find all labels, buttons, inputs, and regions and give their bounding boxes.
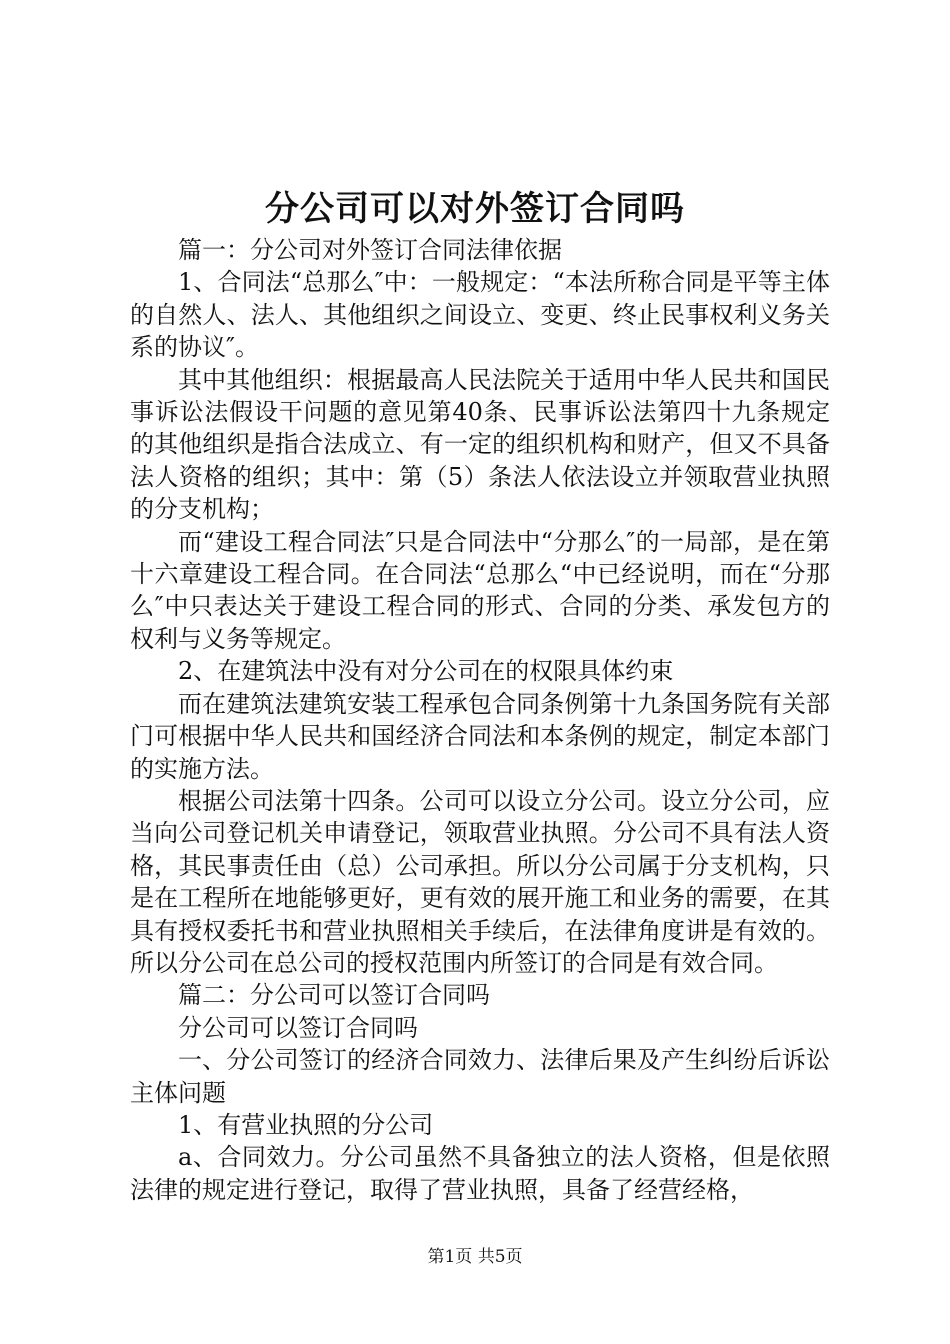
paragraph: 根据公司法第十四条。公司可以设立分公司。设立分公司，应当向公司登记机关申请登记，领取营业执照。分公司不具有法人资格，其民事责任由（总）公司承担。所以分公司属于分支机构，只是在工程所在地能够更好，更有效的展开施工和业务的需要，在其具有授权委托书和营业执照相关手续后，在法律角度讲是有效的。所以分公司在总公司的授权范围内所签订的合同是有效合同。 <box>130 786 830 977</box>
paragraph: 一、分公司签订的经济合同效力、法律后果及产生纠纷后诉讼主体问题 <box>130 1046 830 1107</box>
paragraph: 1、有营业执照的分公司 <box>178 1110 434 1139</box>
paragraph: 1、合同法“总那么″中：一般规定：“本法所称合同是平等主体的自然人、法人、其他组织之间设立、变更、终止民事权利义务关系的协议″。 <box>130 268 830 362</box>
paragraph: 篇二：分公司可以签订合同吗 <box>178 981 490 1010</box>
paragraph: a、合同效力。分公司虽然不具备独立的法人资格，但是依照法律的规定进行登记，取得了营业执照，具备了经营经格， <box>130 1143 830 1204</box>
document-body <box>130 234 830 1206</box>
page-footer <box>0 1246 950 1268</box>
page-number: 第1页 共5页 <box>427 1247 523 1267</box>
paragraph: 分公司可以签订合同吗 <box>178 1013 418 1042</box>
paragraph: 2、在建筑法中没有对分公司在的权限具体约束 <box>178 657 674 686</box>
paragraph: 其中其他组织：根据最高人民法院关于适用中华人民共和国民事诉讼法假设干问题的意见第40条、民事诉讼法第四十九条规定的其他组织是指合法成立、有一定的组织机构和财产，但又不具备法人资格的组织；其中：第（5）条法人依法设立并领取营业执照的分支机构； <box>130 365 830 524</box>
paragraph: 篇一：分公司对外签订合同法律依据 <box>178 236 562 264</box>
document-title: 分公司可以对外签订合同吗 <box>265 189 685 229</box>
paragraph: 而在建筑法建筑安装工程承包合同条例第十九条国务院有关部门可根据中华人民共和国经济合同法和本条例的规定，制定本部门的实施方法。 <box>130 689 830 783</box>
paragraph: 而“建设工程合同法″只是合同法中“分那么″的一局部，是在第十六章建设工程合同。在合同法“总那么“中已经说明，而在“分那么″中只表达关于建设工程合同的形式、合同的分类、承发包方的权利与义务等规定。 <box>130 527 830 653</box>
